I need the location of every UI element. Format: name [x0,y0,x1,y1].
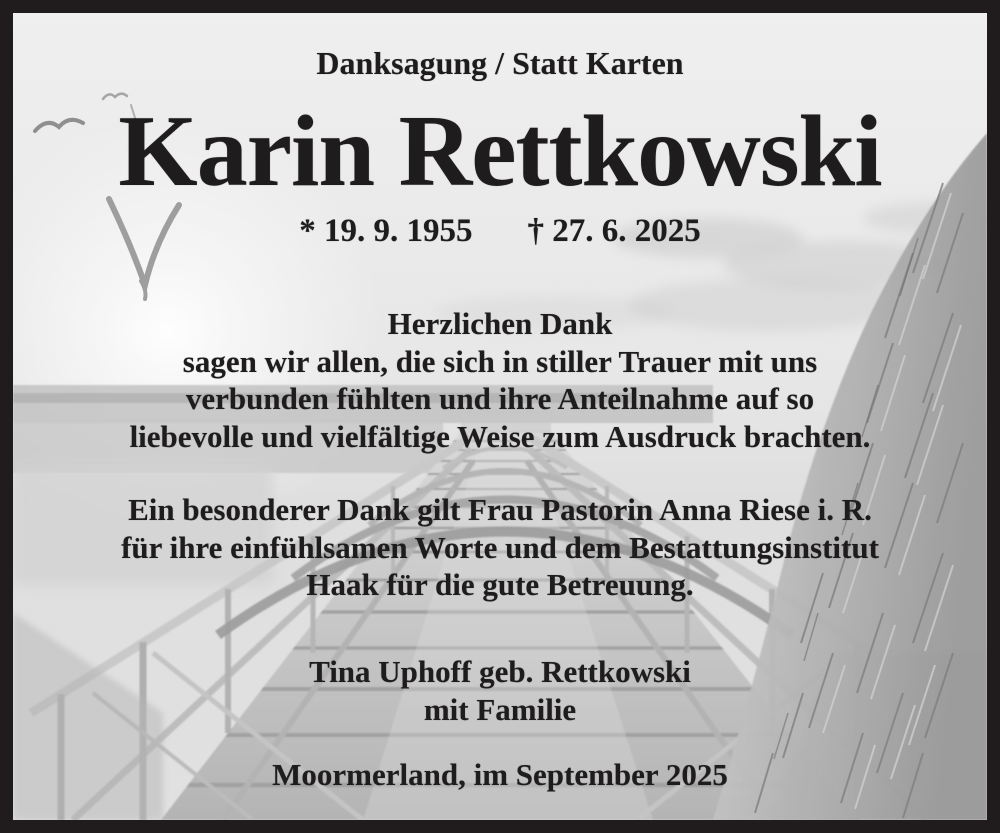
thanks-line: verbunden fühlten und ihre Anteilnahme auf so [185,381,815,416]
mourner-line: mit Familie [423,691,577,727]
death-date: † 27. 6. 2025 [527,213,701,249]
deceased-name: Karin Rettkowski [118,95,882,208]
thanks-line: liebevolle und vielfältige Weise zum Ausdruck brachten. [129,418,871,454]
obituary-card [13,13,987,820]
special-thanks-line: Haak für die gute Betreuung. [306,567,694,602]
place-date: Moormerland, im September 2025 [272,757,728,792]
thanks-heading: Herzlichen Dank [387,306,613,341]
special-thanks-line: Ein besonderer Dank gilt Frau Pastorin Anna Riese i. R. [128,492,872,527]
category-header: Danksagung / Statt Karten [316,45,684,81]
special-thanks-line: für ihre einfühlsamen Worte und dem Bestattungsinstitut [121,529,879,565]
birth-date: * 19. 9. 1955 [299,213,473,249]
thanks-paragraph [13,305,987,455]
obituary-content [13,13,987,820]
special-thanks-paragraph [13,491,987,604]
mourner-line: Tina Uphoff geb. Rettkowski [309,654,691,689]
thanks-line: sagen wir allen, die sich in stiller Trauer mit uns [182,343,818,379]
mourners [13,653,987,728]
life-dates [13,212,987,250]
